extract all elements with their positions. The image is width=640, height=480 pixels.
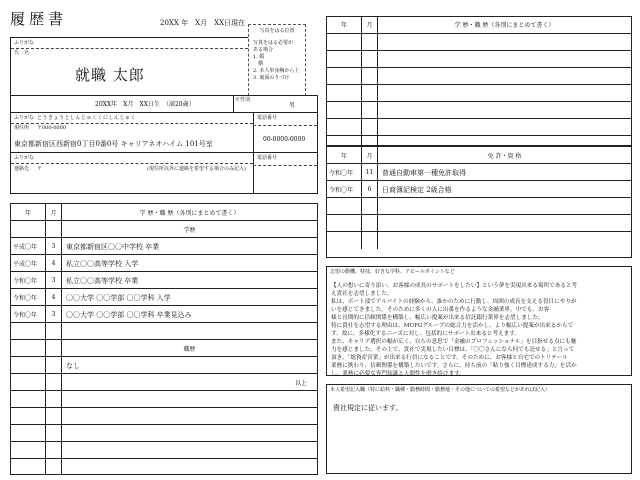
row-month: 4 (45, 289, 61, 306)
wishes-box (326, 384, 632, 474)
table-row (11, 237, 317, 255)
row-year: 令和〇年 (329, 170, 354, 177)
licenses-header (327, 146, 631, 164)
row-month: 4 (45, 255, 61, 272)
birth-date: 20XX年 X月 XX日生 （満20歳） (95, 101, 195, 108)
table-row (11, 254, 317, 272)
motivation-line: いを感じてきました。そのために多くの人に出番を作るような金融業界、中でも、お客 (331, 307, 550, 313)
photo-heading: 写真をはる位置 (259, 28, 295, 34)
photo-note: 1. 縦 (253, 54, 265, 60)
col-history-header: 学 歴・職 歴（各別にまとめて書く） (61, 204, 317, 221)
contact-label: 連絡先 (14, 166, 30, 172)
row-text: 東京都新宿区〇〇中学校 卒業 (61, 238, 317, 255)
address-block (10, 112, 318, 152)
phone-label: 電話番号 (257, 115, 278, 121)
table-row (327, 214, 631, 232)
photo-note: 2. 本人単身胸から上 (253, 68, 300, 74)
motivation-box (326, 266, 632, 376)
col-month-header: 月 (45, 204, 61, 221)
motivation-line: 様と長期的に信頼関係を構築し、幅広い提案が出来る信託銀行業界を志望しました。 (331, 315, 544, 321)
work-heading-row (11, 339, 317, 357)
birth-row (10, 95, 318, 112)
name-furigana-label: ふりがな (14, 40, 35, 46)
work-none: なし (61, 357, 317, 374)
col-year-header: 年 (340, 22, 347, 29)
row-year: 平成〇年 (13, 261, 38, 268)
photo-note: ある場合 (253, 47, 274, 53)
row-text: 普通自動車第一種免許取得 (377, 164, 631, 181)
address-postal: 〒000-0000 (37, 125, 66, 131)
table-row (11, 390, 317, 408)
table-row (327, 67, 631, 85)
table-row (327, 101, 631, 119)
row-text: 〇〇大学 〇〇学部 〇〇学科 卒業見込み (61, 306, 317, 323)
photo-note: 3. 裏面のりづけ (253, 75, 290, 81)
motivation-line: 業務に携わり、信頼関係を構築したいです。さらに、持ち前の「粘り強く目標達成する力」を活か (331, 363, 577, 369)
row-year: 令和〇年 (13, 278, 38, 285)
contact-furigana-label: ふりがな (14, 155, 35, 161)
work-heading: 職歴 (61, 340, 317, 357)
col-year-header: 年 (24, 210, 31, 217)
education-heading: 学歴 (61, 221, 317, 238)
table-row (327, 50, 631, 68)
motivation-line: 特に貴社を志望する理由は、MUFGグループの総合力を活かし、より幅広い提案が出来るからで (331, 323, 574, 329)
gender-label: ※性別 (235, 97, 251, 103)
motivation-heading: 志望の動機、特技、好きな学科、アピールポイントなど (330, 269, 455, 275)
name-block (10, 37, 248, 95)
address-furigana: とうきょうとしんじゅくくにしんじゅく (37, 115, 137, 121)
history-header (11, 203, 317, 221)
motivation-line: す。故に、多様化するニーズに対し、包括的にサポート出来ると考えます。 (331, 331, 521, 337)
table-row (11, 458, 317, 475)
col-license-header: 免 許・資 格 (377, 147, 631, 164)
row-month: 11 (361, 164, 377, 181)
address-value: 東京都新宿区西新宿0丁目0番0号 キャリアネオハイム 101号室 (14, 140, 213, 148)
photo-note: 写真をはる必要が (253, 40, 294, 46)
row-year: 令和〇年 (13, 295, 38, 302)
table-row (11, 356, 317, 374)
row-month: 3 (45, 306, 61, 323)
table-row (327, 197, 631, 215)
motivation-line: し、業務に必要な専門知識と人間性を磨き続けます。 (331, 371, 465, 377)
col-year-header: 年 (340, 153, 347, 160)
document-title: 履歴書 (10, 10, 68, 28)
row-month: 6 (361, 181, 377, 198)
table-row (11, 373, 317, 391)
table-row (11, 407, 317, 425)
row-text: 日商簿記検定 2級合格 (377, 181, 631, 198)
right-page (320, 0, 640, 480)
applicant-name: 就職 太郎 (75, 66, 145, 84)
history-table-continued (326, 16, 632, 146)
end-mark: 以上 (61, 374, 307, 391)
table-row (327, 33, 631, 51)
col-history-header: 学 歴・職 歴（各別にまとめて書く） (377, 16, 631, 33)
table-row (11, 322, 317, 340)
contact-phone-label: 電話番号 (257, 155, 278, 161)
current-date: 20XX 年 X月 XX日現在 (160, 19, 246, 27)
row-text: 私立〇〇高等学校 入学 (61, 255, 317, 272)
motivation-line: 私は、ボート部でアルバイトの経験から、誰かのために行動し、周囲の成長を支える役目にやりが (331, 299, 577, 305)
history-table (10, 203, 318, 475)
table-row (11, 305, 317, 323)
table-row (327, 231, 631, 249)
licenses-table (326, 146, 632, 258)
motivation-line: 力を感じました。その上で、貴社で実現したい目標は、「〇〇さんになら何でも託せる」と言って (331, 347, 575, 353)
contact-note: (現住所以外に連絡を希望する場合のみ記入) (147, 166, 246, 172)
row-text: 私立〇〇高等学校 卒業 (61, 272, 317, 289)
row-year: 平成〇年 (13, 244, 38, 251)
name-label: 氏 名 (14, 50, 30, 56)
contact-postal: 〒 (37, 166, 43, 172)
motivation-line: 【人の想いに寄り添い、お客様の成長のサポートをしたい】という夢を実現出来る場所であると考 (331, 283, 578, 289)
gender-value: 男 (289, 102, 296, 109)
row-month: 3 (45, 272, 61, 289)
education-heading-row (11, 220, 317, 238)
table-row (327, 118, 631, 136)
table-row (327, 84, 631, 102)
row-month: 3 (45, 238, 61, 255)
col-month-header: 月 (361, 147, 377, 164)
motivation-line: また、キャリア選択の幅が広く、自らの意思で「金融のプロフェッショナル」を目指せる点にも魅 (331, 339, 577, 345)
wishes-heading: 本人希望記入欄（特に給料・職種・勤務時間・勤務地・その他についての希望などがあれば記入） (330, 387, 550, 393)
phone-value: 00-0000-0000 (263, 136, 306, 143)
address-label: 現住所 (14, 125, 30, 131)
table-row (11, 271, 317, 289)
history-header (327, 16, 631, 33)
col-month-header: 月 (361, 16, 377, 33)
motivation-line: え貴社を志望しました。 (331, 291, 393, 297)
table-row (327, 180, 631, 198)
photo-note: 横 (253, 61, 264, 67)
row-year: 令和〇年 (13, 312, 38, 319)
wishes-text: 貴社規定に従います。 (333, 404, 403, 412)
motivation-line: 頂き、「総資産営業」が出来る行員になることです。そのために、お客様と自宅でのトリテール (331, 355, 568, 361)
address-furigana-label: ふりがな (14, 115, 35, 121)
contact-block (10, 152, 318, 194)
table-row (11, 424, 317, 442)
table-row (11, 441, 317, 459)
table-row (327, 163, 631, 181)
table-row (11, 288, 317, 306)
row-text: 〇〇大学 〇〇学部 〇〇学科 入学 (61, 289, 317, 306)
row-year: 令和〇年 (329, 187, 354, 194)
photo-box (248, 24, 306, 96)
